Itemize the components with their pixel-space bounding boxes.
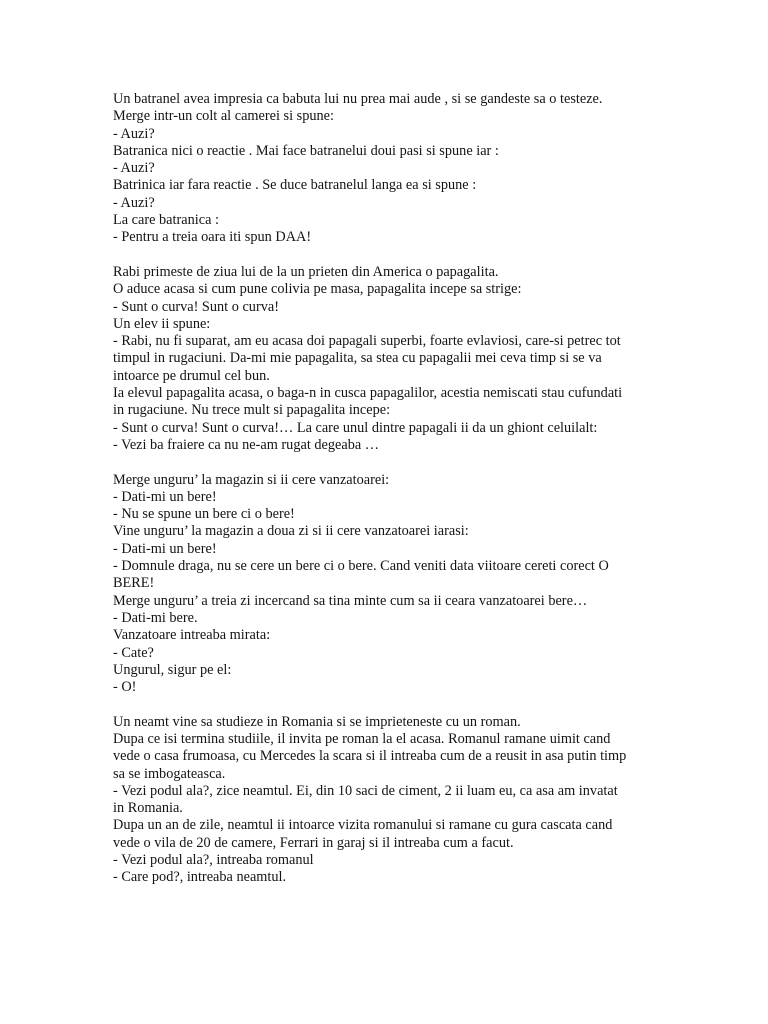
text-line: - Domnule draga, nu se cere un bere ci o bere. Cand veniti data viitoare cereti corect O [113,558,609,575]
joke-paragraph [113,472,673,697]
text-line: intoarce pe drumul cel bun. [113,367,270,384]
text-line: - Care pod?, intreaba neamtul. [113,869,287,886]
text-line: Merge intr-un colt al camerei si spune: [113,108,334,125]
text-line: vede o vila de 20 de camere, Ferrari in garaj si il intreaba cum a facut. [113,834,514,851]
text-line: - Dati-mi bere. [113,609,198,626]
text-line: Vanzatoare intreaba mirata: [113,627,271,644]
document-body [113,91,673,904]
text-line: Merge unguru’ la magazin si ii cere vanzatoarei: [113,471,390,488]
text-line: Batranica nici o reactie . Mai face batranelui doui pasi si spune iar : [113,142,499,159]
text-line: - Dati-mi un bere! [113,488,217,505]
text-line: - Vezi ba fraiere ca nu ne-am rugat degeaba … [113,436,380,453]
text-line: - Vezi podul ala?, intreaba romanul [113,852,314,869]
text-line: timpul in rugaciuni. Da-mi mie papagalita, sa stea cu papagalii mei ceva timp si se va [113,350,602,367]
text-line: Vine unguru’ la magazin a doua zi si ii cere vanzatoarei iarasi: [113,523,469,540]
text-line: Dupa un an de zile, neamtul ii intoarce vizita romanului si ramane cu gura cascata cand [113,817,613,834]
text-line: sa se imbogateasca. [113,765,226,782]
text-line: Rabi primeste de ziua lui de la un prieten din America o papagalita. [113,263,499,280]
joke-paragraph [113,91,673,247]
text-line: - Sunt o curva! Sunt o curva! [113,298,279,315]
text-line: - Auzi? [113,160,155,177]
text-line: Ungurul, sigur pe el: [113,661,232,678]
text-line: Ia elevul papagalita acasa, o baga-n in cusca papagalilor, acestia nemiscati stau cufundati [113,385,623,402]
joke-paragraph [113,264,673,454]
text-line: - Rabi, nu fi suparat, am eu acasa doi papagali superbi, foarte evlaviosi, care-si petrec tot [113,333,621,350]
text-line: vede o casa frumoasa, cu Mercedes la scara si il intreaba cum de a reusit in asa putin timp [113,748,627,765]
text-line: in rugaciune. Nu trece mult si papagalita incepe: [113,402,391,419]
text-line: Un elev ii spune: [113,315,211,332]
text-line: - Auzi? [113,125,155,142]
text-line: Batrinica iar fara reactie . Se duce batranelul langa ea si spune : [113,177,477,194]
text-line: Un neamt vine sa studieze in Romania si se imprieteneste cu un roman. [113,713,521,730]
text-line: - Auzi? [113,194,155,211]
text-line: - O! [113,679,137,696]
text-line: in Romania. [113,800,183,817]
text-line: - Pentru a treia oara iti spun DAA! [113,229,312,246]
text-line: - Vezi podul ala?, zice neamtul. Ei, din 10 saci de ciment, 2 ii luam eu, ca asa am invatat [113,782,618,799]
text-line: - Nu se spune un bere ci o bere! [113,506,295,523]
text-line: BERE! [113,575,155,592]
text-line: - Dati-mi un bere! [113,540,217,557]
joke-paragraph [113,714,673,887]
text-line: - Sunt o curva! Sunt o curva!… La care unul dintre papagali ii da un ghiont celuilalt: [113,419,598,436]
text-line: Un batranel avea impresia ca babuta lui nu prea mai aude , si se gandeste sa o testeze. [113,91,603,107]
text-line: La care batranica : [113,212,219,229]
text-line: Dupa ce isi termina studiile, il invita pe roman la el acasa. Romanul ramane uimit cand [113,730,611,747]
text-line: O aduce acasa si cum pune colivia pe masa, papagalita incepe sa strige: [113,281,522,298]
text-line: - Cate? [113,644,154,661]
text-line: Merge unguru’ a treia zi incercand sa tina minte cum sa ii ceara vanzatoarei bere… [113,592,588,609]
